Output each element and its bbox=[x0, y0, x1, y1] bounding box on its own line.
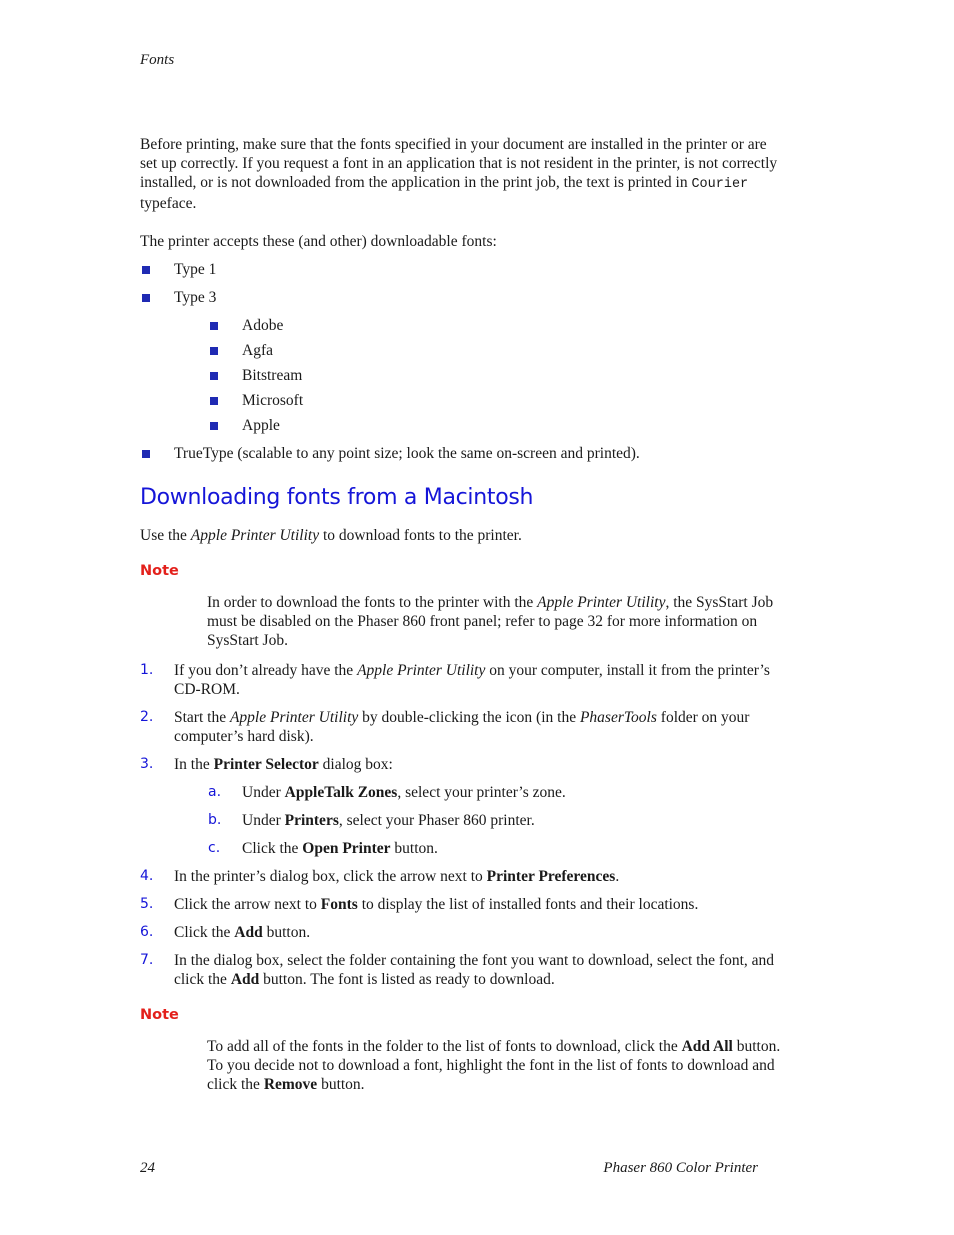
step-3a: a. Under AppleTalk Zones, select your printer’s zone. bbox=[208, 784, 566, 801]
step-7: 7. In the dialog box, select the folder containing the font you want to download, select the font, and click the Add button. The font is listed as ready to download. bbox=[140, 952, 775, 988]
note-body: To add all of the fonts in the folder to the list of fonts to download, click the Add All button. To you decide not to download a font, highlight the font in the list of fonts to download and click the Remove button. bbox=[207, 1038, 781, 1093]
step-4: 4. In the printer’s dialog box, click the arrow next to Printer Preferences. bbox=[140, 868, 620, 885]
step-3: 3. In the Printer Selector dialog box: a. Under AppleTalk Zones, select your printer’s zone. b. Under Printers, select your Phaser 860 printer. c. Click the Open Printer button. bbox=[140, 755, 785, 858]
font-type-list bbox=[140, 260, 785, 463]
step-5: 5. Click the arrow next to Fonts to display the list of installed fonts and their locations. bbox=[140, 896, 699, 913]
step-1: 1. If you don’t already have the Apple Printer Utility on your computer, install it from the printer’s CD-ROM. bbox=[140, 662, 770, 698]
step-number: 2. bbox=[140, 709, 154, 725]
list-item: Microsoft bbox=[208, 391, 785, 410]
step-number: 5. bbox=[140, 896, 154, 912]
section-lead-paragraph: Use the Apple Printer Utility to download fonts to the printer. bbox=[140, 527, 522, 544]
step-letter: a. bbox=[208, 784, 222, 800]
list-item-truetype: TrueType (scalable to any point size; look the same on-screen and printed). bbox=[140, 444, 785, 463]
step-3c: c. Click the Open Printer button. bbox=[208, 840, 438, 857]
step-number: 7. bbox=[140, 952, 154, 968]
list-item: Agfa bbox=[208, 341, 785, 360]
step-letter: b. bbox=[208, 812, 222, 828]
step-letter: c. bbox=[208, 840, 221, 856]
square-bullet-icon bbox=[210, 422, 218, 430]
fonts-accepted-paragraph: The printer accepts these (and other) downloadable fonts: bbox=[140, 233, 497, 250]
step-3b: b. Under Printers, select your Phaser 860 printer. bbox=[208, 812, 535, 829]
step-2: 2. Start the Apple Printer Utility by double-clicking the icon (in the PhaserTools folder on your computer’s hard disk). bbox=[140, 709, 750, 745]
square-bullet-icon bbox=[210, 397, 218, 405]
step-number: 4. bbox=[140, 868, 154, 884]
square-bullet-icon bbox=[210, 372, 218, 380]
step-number: 3. bbox=[140, 756, 154, 772]
type3-vendor-list bbox=[208, 316, 785, 435]
courier-code: Courier bbox=[691, 177, 749, 192]
step-number: 6. bbox=[140, 924, 154, 940]
square-bullet-icon bbox=[142, 294, 150, 302]
list-item-type3: Type 3 Adobe Agfa Bitstream Microsoft Apple bbox=[140, 288, 785, 435]
list-item-type1: Type 1 bbox=[140, 260, 785, 279]
note-label: Note bbox=[140, 563, 179, 579]
procedure-steps bbox=[140, 661, 785, 989]
page-number: 24 bbox=[140, 1160, 155, 1176]
running-footer-title: Phaser 860 Color Printer bbox=[603, 1160, 758, 1176]
note-body: In order to download the fonts to the printer with the Apple Printer Utility, the SysStart Job must be disabled on the Phaser 860 front panel; refer to page 32 for more information on SysStart Job. bbox=[207, 594, 774, 649]
running-header: Fonts bbox=[140, 52, 175, 68]
square-bullet-icon bbox=[142, 450, 150, 458]
step-3-substeps bbox=[208, 783, 785, 858]
list-item: Bitstream bbox=[208, 366, 785, 385]
step-6: 6. Click the Add button. bbox=[140, 924, 311, 941]
square-bullet-icon bbox=[210, 322, 218, 330]
page-content bbox=[140, 135, 785, 1105]
intro-paragraph: Before printing, make sure that the fonts specified in your document are installed in the printer or are set up correctly. If you request a font in an application that is not resident in the printer, is not correctly installed, or is not downloaded from the application in the print job, the text is printed in Courier typeface. bbox=[140, 136, 778, 212]
square-bullet-icon bbox=[142, 266, 150, 274]
note-label: Note bbox=[140, 1007, 179, 1023]
section-heading: Downloading fonts from a Macintosh bbox=[140, 485, 534, 510]
step-number: 1. bbox=[140, 662, 154, 678]
list-item: Adobe bbox=[208, 316, 785, 335]
list-item: Apple bbox=[208, 416, 785, 435]
square-bullet-icon bbox=[210, 347, 218, 355]
